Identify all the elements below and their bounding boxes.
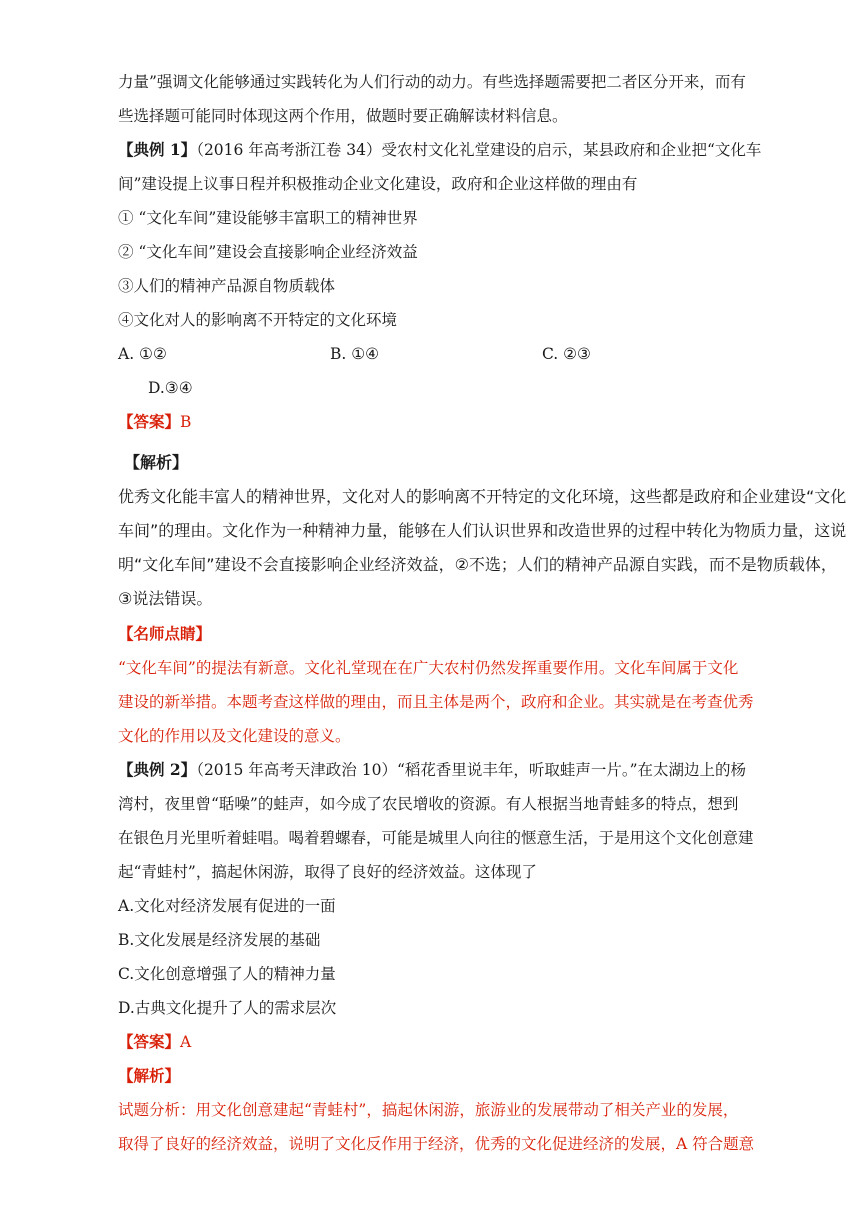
analysis-line: ③说法错误。 <box>118 589 213 608</box>
analysis-line: 车间”的理由。文化作为一种精神力量，能够在人们认识世界和改造世界的过程中转化为物质力量，这说 <box>118 521 847 540</box>
analysis-line: 试题分析：用文化创意建起“青蛙村”，搞起休闲游，旅游业的发展带动了相关产业的发展， <box>118 1101 739 1119</box>
answer-value: B <box>180 413 192 431</box>
intro-line: 力量”强调文化能够通过实践转化为人们行动的动力。有些选择题需要把二者区分开来，而有 <box>118 73 746 91</box>
example1-stem-text: （2016 年高考浙江卷 34）受农村文化礼堂建设的启示，某县政府和企业把“文化车 <box>196 141 762 159</box>
example2-stem-text: （2015 年高考天津政治 10）“稻花香里说丰年，听取蛙声一片。”在太湖边上的杨 <box>196 761 747 779</box>
example1-stem-line <box>118 140 761 160</box>
option-d: D.③④ <box>148 379 193 397</box>
example1-tag: 【典例 1】 <box>118 140 197 159</box>
example2-option: B.文化发展是经济发展的基础 <box>118 931 321 949</box>
option-c: C. ②③ <box>542 345 591 363</box>
example2-stem-line: 在银色月光里听着蛙唱。喝着碧螺春，可能是城里人向往的惬意生活，于是用这个文化创意建 <box>118 829 754 847</box>
option-a: A. ①② <box>118 345 167 363</box>
answer-label: 【答案】 <box>118 1032 181 1051</box>
tips-line: 文化的作用以及文化建设的意义。 <box>118 727 351 745</box>
example2-option: C.文化创意增强了人的精神力量 <box>118 965 336 983</box>
example2-stem-line: 湾村，夜里曾“聒噪”的蛙声，如今成了农民增收的资源。有人根据当地青蛙多的特点，想到 <box>118 795 739 813</box>
example2-stem-line <box>118 760 746 780</box>
analysis-line: 取得了良好的经济效益，说明了文化反作用于经济，优秀的文化促进经济的发展，A 符合题意 <box>118 1135 755 1153</box>
example1-answer <box>118 412 191 432</box>
answer-value: A <box>180 1033 192 1051</box>
statement: ① “文化车间”建设能够丰富职工的精神世界 <box>118 209 418 227</box>
example2-option: D.古典文化提升了人的需求层次 <box>118 999 337 1017</box>
example2-analysis-label: 【解析】 <box>118 1066 181 1085</box>
intro-line: 些选择题可能同时体现这两个作用，做题时要正确解读材料信息。 <box>118 107 568 125</box>
statement: ② “文化车间”建设会直接影响企业经济效益 <box>118 243 418 261</box>
statement: ③人们的精神产品源自物质载体 <box>118 277 336 295</box>
example1-tips-label: 【名师点睛】 <box>118 624 212 643</box>
analysis-line: 优秀文化能丰富人的精神世界，文化对人的影响离不开特定的文化环境，这些都是政府和企业建设“文化 <box>118 487 847 506</box>
option-b: B. ①④ <box>330 345 380 363</box>
answer-label: 【答案】 <box>118 412 181 431</box>
example2-stem-line: 起“青蛙村”，搞起休闲游，取得了良好的经济效益。这体现了 <box>118 863 537 881</box>
example2-answer <box>118 1032 191 1052</box>
example1-analysis-label: 【解析】 <box>124 453 189 472</box>
tips-line: 建设的新举措。本题考查这样做的理由，而且主体是两个，政府和企业。其实就是在考查优秀 <box>118 693 754 711</box>
example1-stem-line: 间”建设提上议事日程并积极推动企业文化建设，政府和企业这样做的理由有 <box>118 175 638 193</box>
example2-option: A.文化对经济发展有促进的一面 <box>118 897 336 915</box>
analysis-line: 明“文化车间”建设不会直接影响企业经济效益，②不选；人们的精神产品源自实践，而不是物质载体， <box>118 555 837 574</box>
example2-tag: 【典例 2】 <box>118 760 197 779</box>
tips-line: “文化车间”的提法有新意。文化礼堂现在在广大农村仍然发挥重要作用。文化车间属于文化 <box>118 659 739 677</box>
statement: ④文化对人的影响离不开特定的文化环境 <box>118 311 398 329</box>
